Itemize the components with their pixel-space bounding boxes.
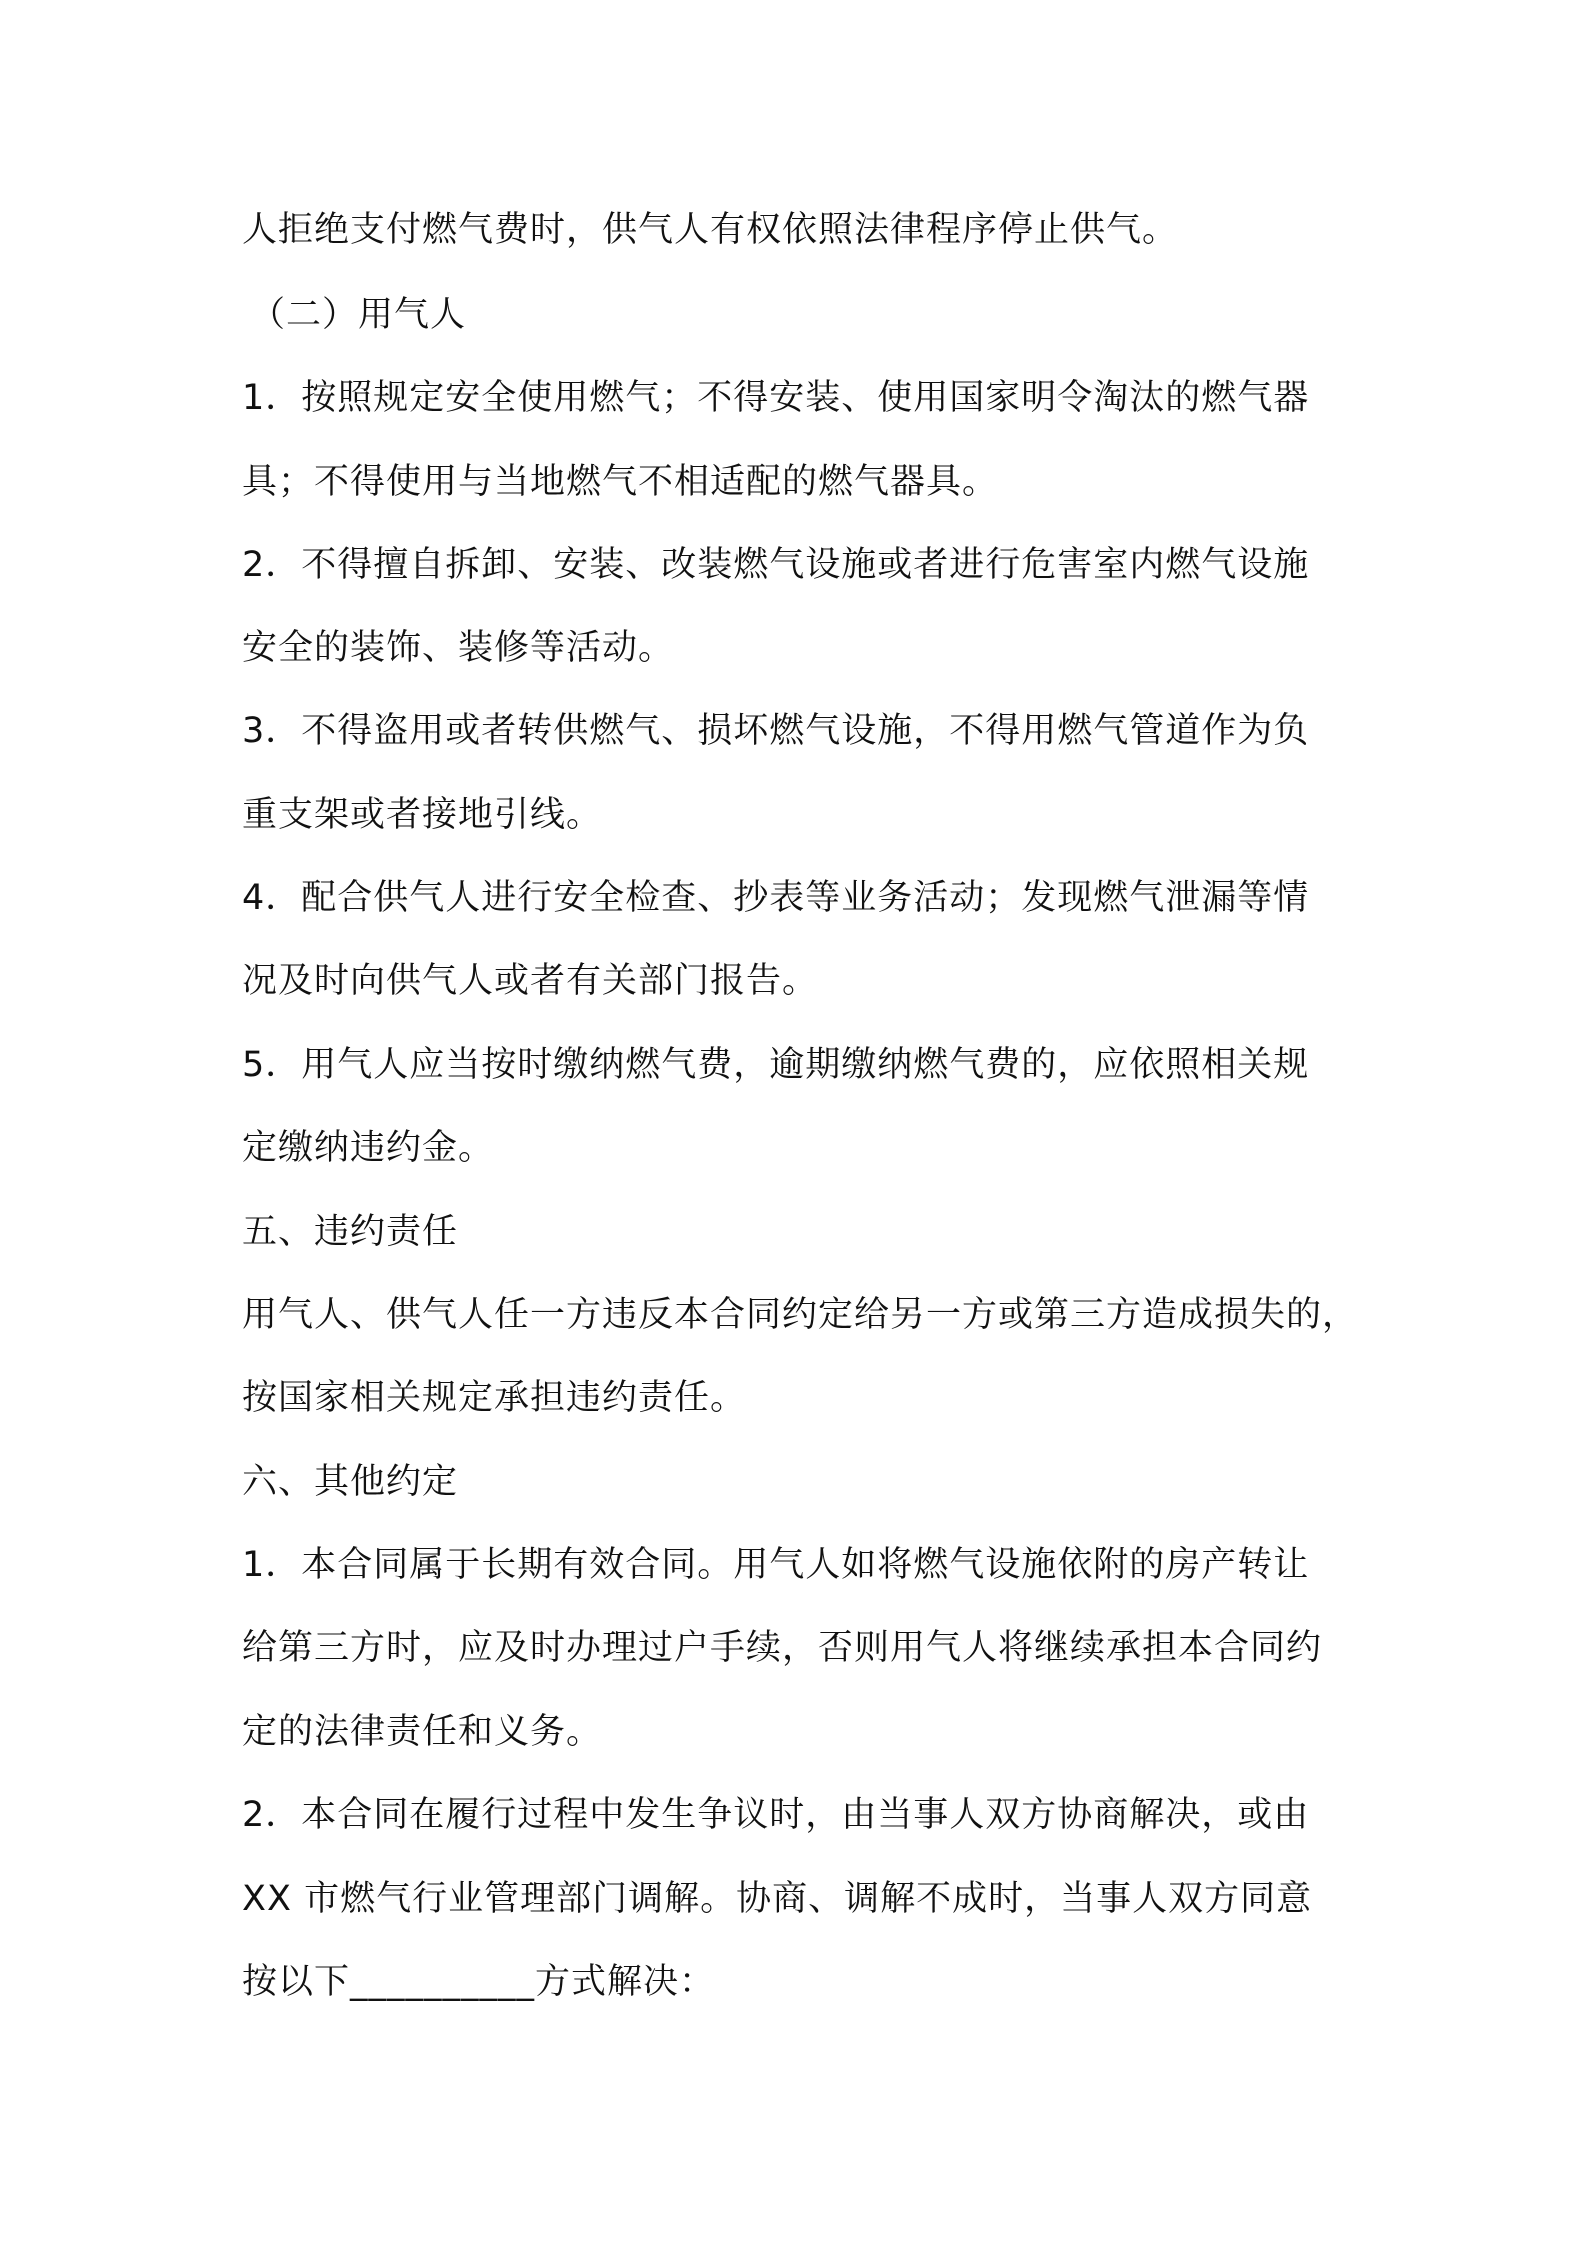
section-heading: 六、其他约定: [242, 1462, 459, 1502]
paragraph-line: 按国家相关规定承担违约责任。: [242, 1378, 747, 1418]
paragraph-line: XX 市燃气行业管理部门调解。协商、调解不成时，当事人双方同意: [242, 1879, 1313, 1919]
paragraph-line: 重支架或者接地引线。: [242, 795, 603, 835]
paragraph-line: 具；不得使用与当地燃气不相适配的燃气器具。: [242, 462, 999, 502]
paragraph-line: 2．不得擅自拆卸、安装、改装燃气设施或者进行危害室内燃气设施: [242, 545, 1310, 585]
paragraph-line: 给第三方时，应及时办理过户手续，否则用气人将继续承担本合同约: [242, 1628, 1323, 1668]
paragraph-line: 定缴纳违约金。: [242, 1128, 495, 1168]
paragraph-line: 3．不得盗用或者转供燃气、损坏燃气设施，不得用燃气管道作为负: [242, 711, 1310, 751]
paragraph-line: 安全的装饰、装修等活动。: [242, 628, 675, 668]
paragraph-line: 用气人、供气人任一方违反本合同约定给另一方或第三方造成损失的，: [242, 1295, 1359, 1335]
paragraph-line: 况及时向供气人或者有关部门报告。: [242, 961, 819, 1001]
paragraph-line: 2．本合同在履行过程中发生争议时，由当事人双方协商解决，或由: [242, 1795, 1310, 1835]
paragraph-line: 按以下__________方式解决：: [242, 1962, 716, 2002]
paragraph-line: 4．配合供气人进行安全检查、抄表等业务活动；发现燃气泄漏等情: [242, 878, 1310, 918]
section-heading: 五、违约责任: [242, 1212, 459, 1252]
paragraph-line: 5．用气人应当按时缴纳燃气费，逾期缴纳燃气费的，应依照相关规: [242, 1045, 1310, 1085]
paragraph-line: 1．按照规定安全使用燃气；不得安装、使用国家明令淘汰的燃气器: [242, 378, 1310, 418]
paragraph-line: 人拒绝支付燃气费时，供气人有权依照法律程序停止供气。: [242, 210, 1179, 250]
paragraph-line: 1．本合同属于长期有效合同。用气人如将燃气设施依附的房产转让: [242, 1545, 1310, 1585]
paragraph-line: 定的法律责任和义务。: [242, 1712, 603, 1752]
section-heading: （二）用气人: [250, 295, 467, 335]
